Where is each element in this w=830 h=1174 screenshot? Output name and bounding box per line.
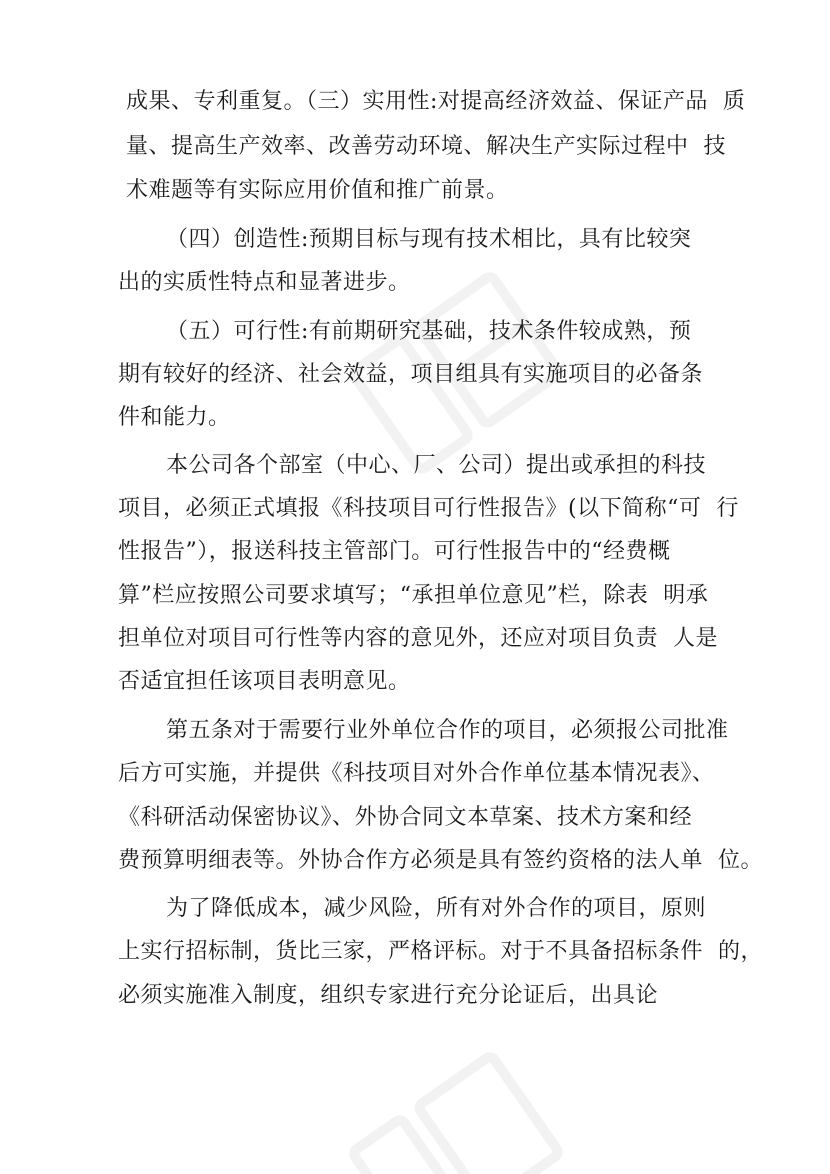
- text-line: 第五条对于需要行业外单位合作的项目，必须报公司批准: [166, 718, 729, 743]
- text-line: 算”栏应按照公司要求填写；“承担单位意见”栏，除表 明承: [118, 583, 709, 608]
- text-line: 后方可实施，并提供《科技项目对外合作单位基本情况表》、: [118, 761, 715, 786]
- text-line: （四）创造性:预期目标与现有技术相比，具有比较突: [166, 227, 692, 252]
- text-line: 担单位对项目可行性等内容的意见外，还应对项目负责 人是: [118, 626, 718, 651]
- text-line: 必须实施准入制度，组织专家进行充分论证后，出具论: [118, 983, 659, 1008]
- text-line: 项目，必须正式填报《科技项目可行性报告》(以下简称“可 行: [118, 496, 739, 521]
- text-line: 成果、专利重复。（三）实用性:对提高经济效益、保证产品 质: [126, 89, 746, 114]
- text-line: 《科研活动保密协议》、外协合同文本草案、技术方案和经: [118, 805, 693, 830]
- text-line: 为了降低成本，减少风险，所有对外合作的项目，原则: [166, 896, 707, 921]
- text-line: 期有较好的经济、社会效益，项目组具有实施项目的必备条: [118, 362, 704, 387]
- text-line: 否适宜担任该项目表明意见。: [118, 669, 411, 694]
- text-line: （五）可行性:有前期研究基础，技术条件较成熟，预: [166, 319, 692, 344]
- text-line: 性报告”），报送科技主管部门。可行性报告中的“经费概: [118, 539, 671, 564]
- text-line: 本公司各个部室（中心、厂、公司）提出或承担的科技: [166, 453, 707, 478]
- text-line: 术难题等有实际应用价值和推广前景。: [126, 178, 509, 203]
- text-line: 件和能力。: [118, 405, 231, 430]
- text-line: 上实行招标制，货比三家，严格评标。对于不具备招标条件 的，: [118, 939, 763, 964]
- text-line: 费预算明细表等。外协合作方必须是具有签约资格的法人单 位。: [118, 848, 763, 873]
- text-line: 量、提高生产效率、改善劳动环境、解决生产实际过程中 技: [126, 134, 726, 159]
- text-line: 出的实质性特点和显著进步。: [118, 270, 411, 295]
- watermark-icon-bottom: [330, 1050, 590, 1174]
